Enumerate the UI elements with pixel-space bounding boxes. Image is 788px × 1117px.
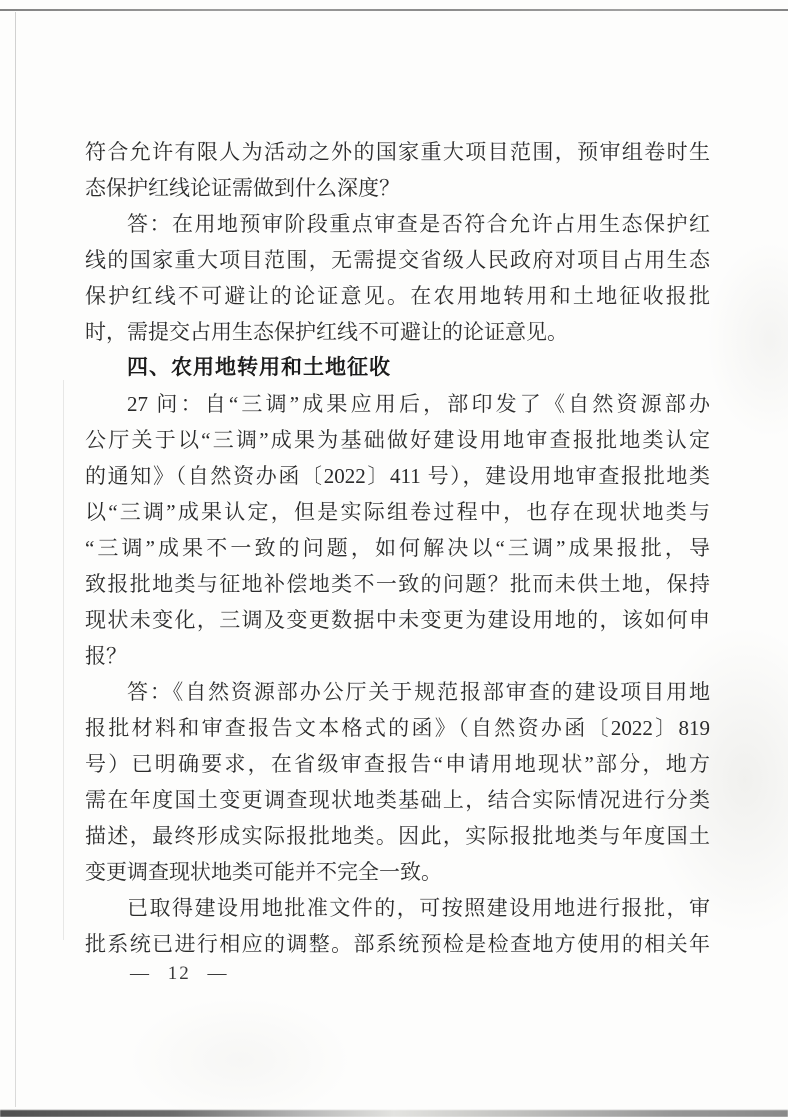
text-line: 致报批地类与征地补偿地类不一致的问题？批而未供土地，保持 [85, 572, 710, 596]
scan-edge-bottom [0, 1110, 788, 1117]
text-line: 号）已明确要求，在省级审查报告“申请用地现状”部分，地方 [85, 752, 710, 776]
text-area [85, 134, 710, 962]
text-line: 以“三调”成果认定，但是实际组卷过程中，也存在现状地类与 [85, 500, 710, 524]
scan-edge-top [0, 9, 788, 11]
text-line: 答：《自然资源部办公厅关于规范报部审查的建设项目用地 [127, 680, 710, 704]
text-line: 变更调查现状地类可能并不完全一致。 [85, 860, 442, 884]
text-line: 现状未变化，三调及变更数据中未变更为建设用地的，该如何申 [85, 608, 710, 632]
text-line: 批系统已进行相应的调整。部系统预检是检查地方使用的相关年 [85, 932, 710, 956]
scan-edge-left-faint [63, 380, 64, 940]
text-line: 线的国家重大项目范围，无需提交省级人民政府对项目占用生态 [85, 248, 710, 272]
text-line: 公厅关于以“三调”成果为基础做好建设用地审查报批地类认定 [85, 428, 710, 452]
scan-edge-left [15, 12, 16, 1107]
section-heading: 四、农用地转用和土地征收 [127, 356, 391, 379]
text-line: 需在年度国土变更调查现状地类基础上，结合实际情况进行分类 [85, 788, 710, 812]
text-line: “三调”成果不一致的问题，如何解决以“三调”成果报批，导 [85, 536, 710, 560]
text-line: 时，需提交占用生态保护红线不可避让的论证意见。 [85, 320, 568, 344]
text-line: 报？ [85, 644, 127, 668]
text-line: 描述，最终形成实际报批地类。因此，实际报批地类与年度国土 [85, 824, 710, 848]
text-line: 符合允许有限人为活动之外的国家重大项目范围，预审组卷时生 [85, 140, 710, 164]
text-line: 报批材料和审查报告文本格式的函》（自然资办函〔2022〕819 [85, 716, 710, 740]
page-number: — 12 — [130, 963, 229, 984]
text-line: 的通知》（自然资办函〔2022〕411 号），建设用地审查报批地类 [85, 464, 710, 488]
text-line: 答：在用地预审阶段重点审查是否符合允许占用生态保护红 [127, 212, 710, 236]
text-line: 27 问：自“三调”成果应用后，部印发了《自然资源部办 [127, 392, 710, 416]
text-line: 已取得建设用地批准文件的，可按照建设用地进行报批，审 [127, 896, 710, 920]
text-line: 态保护红线论证需做到什么深度？ [85, 176, 400, 200]
text-line: 保护红线不可避让的论证意见。在农用地转用和土地征收报批 [85, 284, 710, 308]
